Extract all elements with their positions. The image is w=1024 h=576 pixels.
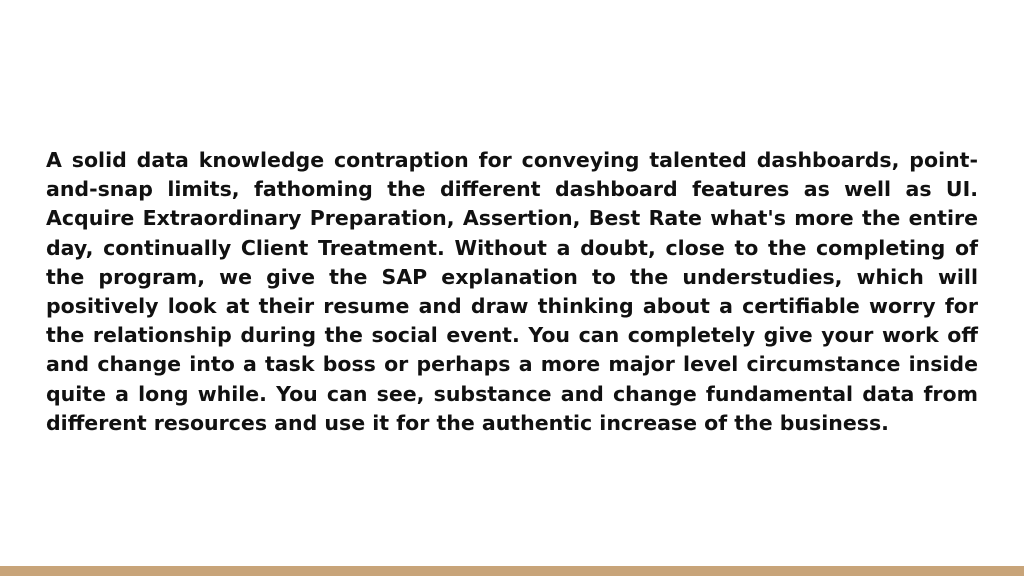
- footer-accent-bar: [0, 566, 1024, 576]
- slide-body-text: A solid data knowledge contraption for conveying talented dashboards, point-and-snap limits, fathoming the different dashboard features as well as UI. Acquire Extraordinary Preparation, Assertion, Best Rate what's more the entire day, continually Client Treatment. Without a doubt, close to the completing of the program, we give the SAP explanation to the understudies, which will positively look at their resume and draw thinking about a certifiable worry for the relationship during the social event. You can completely give your work off and change into a task boss or perhaps a more major level circumstance inside quite a long while. You can see, substance and change fundamental data from different resources and use it for the authentic increase of the business.: [46, 148, 978, 435]
